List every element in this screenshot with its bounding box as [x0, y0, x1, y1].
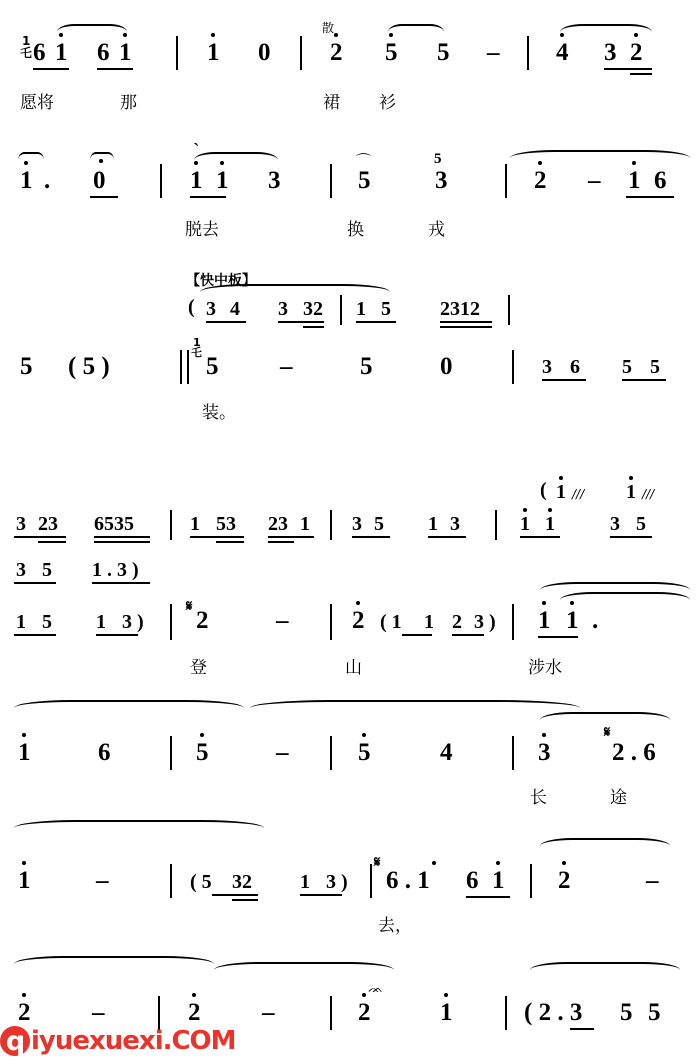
note: 5	[620, 999, 633, 1026]
note: 3	[610, 513, 620, 535]
note-dash: –	[588, 167, 601, 194]
note: 5	[42, 611, 52, 633]
note-paren: ( 2 . 3	[524, 999, 583, 1026]
note: 5	[20, 353, 33, 380]
note: 6 . 1	[386, 867, 430, 894]
note: 1	[16, 611, 26, 633]
grace-note: 5	[434, 151, 442, 167]
segno-mark: 𝄋	[374, 855, 381, 871]
segno-mark: 𝄋	[186, 599, 193, 615]
lyric: 去，	[378, 916, 412, 936]
note: 1	[190, 513, 200, 535]
note: 5	[374, 513, 384, 535]
tremolo-mark: ///	[572, 487, 585, 501]
note: 5	[648, 999, 661, 1026]
lyric: 换	[347, 220, 364, 240]
lyric: 涉水	[528, 658, 562, 678]
articulation-mark: ˋ	[193, 140, 200, 162]
note: 32	[303, 298, 323, 320]
note: 6	[33, 39, 46, 66]
time-signature-denominator: 乇	[20, 46, 33, 60]
lyric: 戎	[428, 220, 445, 240]
note: 3	[16, 559, 26, 581]
note: 1	[492, 867, 505, 894]
note: 1	[300, 513, 310, 535]
note: 6	[98, 739, 111, 766]
note: 1	[55, 39, 68, 66]
note-paren: ( 1	[380, 611, 402, 633]
note: 1	[628, 167, 641, 194]
note: 1	[556, 481, 566, 503]
note: 1	[545, 513, 555, 535]
note-dash: –	[262, 999, 275, 1026]
note: 3	[450, 513, 460, 535]
note: 2	[452, 611, 462, 633]
lyric: 衫	[379, 93, 396, 113]
note: 1	[520, 513, 530, 535]
note: 4	[440, 739, 453, 766]
note: 3	[268, 167, 281, 194]
note: 2	[558, 867, 571, 894]
watermark-text: iyuexuexi.COM	[31, 1026, 236, 1056]
note: 53	[216, 513, 236, 535]
note: 1	[424, 611, 434, 633]
note: 1	[440, 999, 453, 1026]
note: 6535	[94, 513, 134, 535]
note: 3	[542, 356, 552, 378]
lyric: 山	[345, 658, 362, 678]
note: 2	[196, 607, 209, 634]
note: 23	[38, 513, 58, 535]
note: 1	[216, 167, 229, 194]
note: 2	[18, 999, 31, 1026]
time-signature-numerator: 1	[22, 34, 31, 48]
tremolo-mark: ///	[642, 487, 655, 501]
note: 1	[356, 298, 366, 320]
note: 0	[440, 353, 453, 380]
note: 5	[360, 353, 373, 380]
interlude-paren: (	[540, 479, 547, 501]
note: 3 )	[474, 611, 496, 633]
grace-ornament: ᨏ	[368, 981, 383, 995]
note-dash: –	[487, 39, 500, 66]
note: 3	[206, 298, 216, 320]
lyric: 登	[190, 658, 207, 678]
note: 5	[650, 356, 660, 378]
note-paren: ( 5	[190, 871, 212, 893]
note-dash: –	[92, 999, 105, 1026]
note: 3	[538, 739, 551, 766]
interlude-paren: (	[188, 296, 195, 318]
note-dash: –	[276, 607, 289, 634]
note: 1	[538, 607, 551, 634]
note: 1	[566, 607, 579, 634]
note: 0	[258, 39, 271, 66]
note: 5	[206, 353, 219, 380]
note: 3 )	[326, 871, 348, 893]
site-watermark	[0, 1026, 236, 1056]
note: 3	[435, 167, 448, 194]
lyric: 途	[610, 788, 627, 808]
note: 6	[570, 356, 580, 378]
note: 1 . 3 )	[92, 559, 139, 581]
watermark-letter-q: q	[0, 1026, 30, 1056]
note: 5	[622, 356, 632, 378]
note: 23	[268, 513, 288, 535]
note: 1	[300, 871, 310, 893]
note: 6	[97, 39, 110, 66]
note-dash: –	[276, 739, 289, 766]
note: 3	[352, 513, 362, 535]
lyric: 装。	[202, 403, 236, 423]
time-signature-numerator: 1	[193, 336, 201, 349]
note: 1	[119, 39, 132, 66]
lyric: 愿将	[20, 93, 54, 113]
note: 2	[358, 999, 371, 1026]
fermata-mark: ⌒	[356, 154, 372, 170]
time-signature-denominator: 乇	[191, 346, 202, 359]
note: 5	[381, 298, 391, 320]
note: 3	[278, 298, 288, 320]
note: 32	[232, 871, 252, 893]
note: 1	[96, 611, 106, 633]
note: 5	[196, 739, 209, 766]
note: 2312	[440, 298, 480, 320]
note-dash: –	[96, 867, 109, 894]
lyric: 长	[530, 788, 547, 808]
mark-san: 散	[322, 21, 335, 35]
dot-prolong: .	[44, 167, 51, 194]
note: 5	[437, 39, 450, 66]
lyric: 那	[120, 93, 137, 113]
tempo-marking: 【快中板】	[186, 273, 256, 289]
note: 2	[630, 39, 643, 66]
note: 3 )	[122, 611, 144, 633]
note: 1	[428, 513, 438, 535]
note-dash: –	[280, 353, 293, 380]
dot-prolong: .	[592, 607, 599, 634]
note: 6	[654, 167, 667, 194]
note: 2	[330, 39, 343, 66]
note: 5	[358, 167, 371, 194]
note: 3	[604, 39, 617, 66]
note: 1	[18, 867, 31, 894]
note: 5	[636, 513, 646, 535]
segno-mark: 𝄋	[604, 725, 611, 741]
note: 2	[352, 607, 365, 634]
note: 4	[230, 298, 240, 320]
lyric: 裙	[323, 93, 340, 113]
note: 1	[207, 39, 220, 66]
note: 5	[42, 559, 52, 581]
note: 3	[16, 513, 26, 535]
note: 4	[556, 39, 569, 66]
note: 1	[20, 167, 33, 194]
note: 1	[626, 481, 636, 503]
note: 2	[534, 167, 547, 194]
note: 5	[358, 739, 371, 766]
note-paren: ( 5 )	[68, 353, 110, 380]
note: 5	[385, 39, 398, 66]
note: 1	[190, 167, 203, 194]
note: 6	[466, 867, 479, 894]
note: 0	[93, 167, 106, 194]
note: 1	[18, 739, 31, 766]
note: 2 . 6	[612, 739, 656, 766]
note: 2	[188, 999, 201, 1026]
lyric: 脱去	[185, 220, 219, 240]
note-dash: –	[646, 867, 659, 894]
